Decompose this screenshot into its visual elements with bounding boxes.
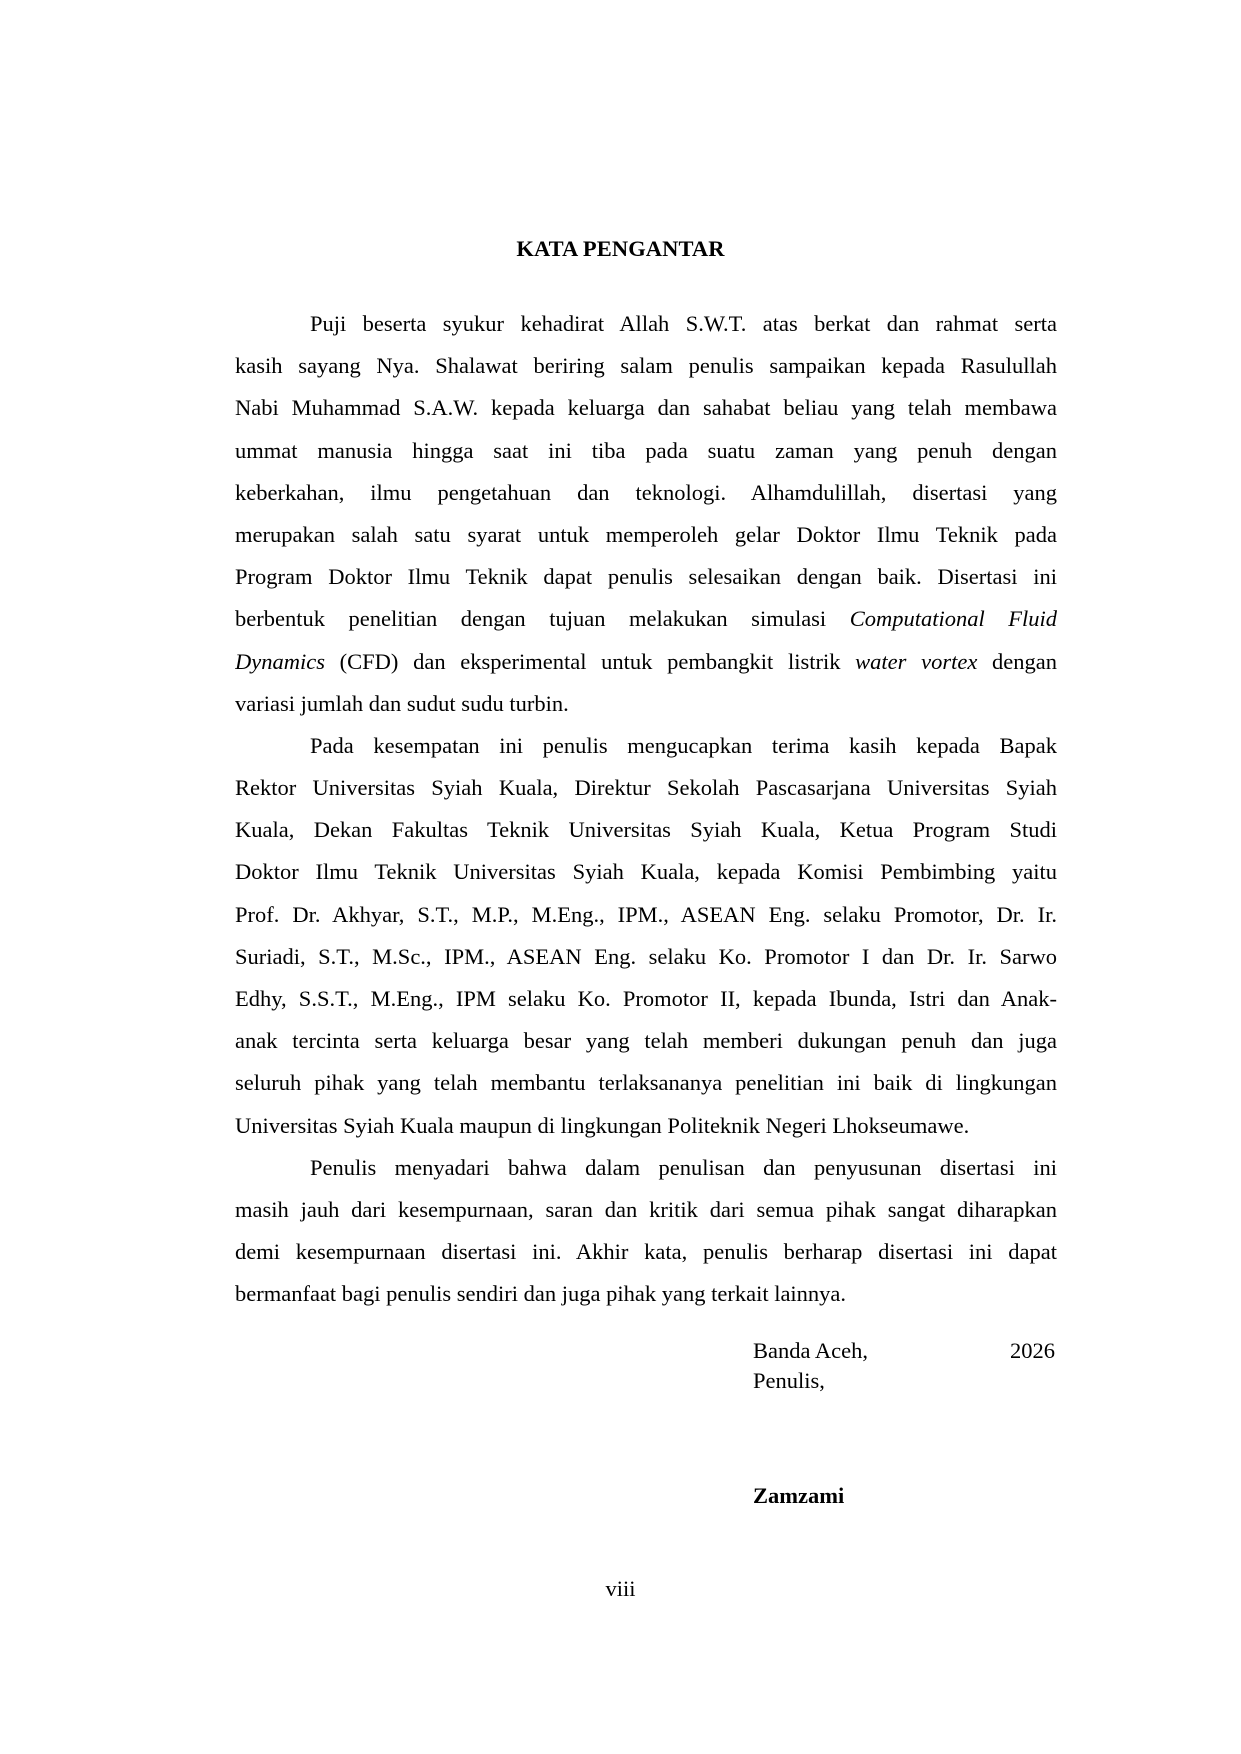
text-span: keberkahan, ilmu pengetahuan dan teknologi. Alhamdulillah, disertasi yang xyxy=(235,479,1057,505)
text-span: Rektor Universitas Syiah Kuala, Direktur Sekolah Pascasarjana Universitas Syiah xyxy=(235,775,1057,801)
text-line xyxy=(235,936,1057,978)
text-line xyxy=(235,1020,1057,1062)
text-span: (CFD) dan eksperimental untuk pembangkit listrik xyxy=(324,648,856,674)
italic-term: Dynamics xyxy=(235,648,325,674)
text-line xyxy=(235,851,1057,893)
signature-role: Penulis, xyxy=(753,1368,825,1393)
text-line xyxy=(235,1189,1057,1231)
text-line xyxy=(235,1147,1057,1189)
text-line xyxy=(235,556,1057,598)
paragraph xyxy=(235,725,1057,1147)
text-span: dengan xyxy=(977,648,1057,674)
text-line xyxy=(235,725,1057,767)
text-span: demi kesempurnaan disertasi ini. Akhir kata, penulis berharap disertasi ini dapat xyxy=(235,1239,1057,1265)
text-line xyxy=(235,1231,1057,1273)
text-line xyxy=(235,978,1057,1020)
text-span: Nabi Muhammad S.A.W. kepada keluarga dan sahabat beliau yang telah membawa xyxy=(235,395,1057,421)
italic-term: Computational Fluid xyxy=(849,606,1057,632)
text-line xyxy=(235,345,1057,387)
text-span: Universitas Syiah Kuala maupun di lingkungan Politeknik Negeri Lhokseumawe. xyxy=(235,1112,970,1138)
text-line xyxy=(235,430,1057,472)
page-number: viii xyxy=(605,1576,636,1601)
page-title: KATA PENGANTAR xyxy=(516,236,725,261)
text-span: Suriadi, S.T., M.Sc., IPM., ASEAN Eng. selaku Ko. Promotor I dan Dr. Ir. Sarwo xyxy=(235,943,1057,969)
text-line xyxy=(235,1062,1057,1104)
text-span: Prof. Dr. Akhyar, S.T., M.P., M.Eng., IPM., ASEAN Eng. selaku Promotor, Dr. Ir. xyxy=(235,901,1057,927)
text-span: Puji beserta syukur kehadirat Allah S.W.T. atas berkat dan rahmat serta xyxy=(310,311,1057,336)
text-span: merupakan salah satu syarat untuk memperoleh gelar Doktor Ilmu Teknik pada xyxy=(235,521,1057,547)
text-span: Program Doktor Ilmu Teknik dapat penulis selesaikan dengan baik. Disertasi ini xyxy=(235,564,1057,590)
text-span: Kuala, Dekan Fakultas Teknik Universitas Syiah Kuala, Ketua Program Studi xyxy=(235,817,1057,843)
text-line xyxy=(235,894,1057,936)
signature-place: Banda Aceh, xyxy=(753,1338,868,1363)
text-line xyxy=(235,1273,1057,1315)
paragraph xyxy=(235,1147,1057,1316)
text-line xyxy=(235,514,1057,556)
text-span: anak tercinta serta keluarga besar yang telah memberi dukungan penuh dan juga xyxy=(235,1028,1057,1054)
body-text xyxy=(235,303,1057,1316)
author-name: Zamzami xyxy=(753,1483,845,1508)
text-span: Pada kesempatan ini penulis mengucapkan terima kasih kepada Bapak xyxy=(310,732,1057,758)
text-line xyxy=(235,809,1057,851)
text-line xyxy=(235,387,1057,429)
text-span: ummat manusia hingga saat ini tiba pada suatu zaman yang penuh dengan xyxy=(235,437,1057,463)
text-span: Doktor Ilmu Teknik Universitas Syiah Kuala, kepada Komisi Pembimbing yaitu xyxy=(235,859,1057,885)
text-line xyxy=(235,1105,1057,1147)
text-line xyxy=(235,767,1057,809)
text-span: bermanfaat bagi penulis sendiri dan juga pihak yang terkait lainnya. xyxy=(235,1281,847,1307)
text-line xyxy=(235,641,1057,683)
signature-year: 2026 xyxy=(1010,1338,1055,1363)
text-line xyxy=(235,303,1057,345)
text-span: seluruh pihak yang telah membantu terlaksananya penelitian ini baik di lingkungan xyxy=(235,1070,1057,1096)
text-line xyxy=(235,598,1057,640)
text-span: variasi jumlah dan sudut sudu turbin. xyxy=(235,690,569,716)
paragraph xyxy=(235,303,1057,725)
text-span: masih jauh dari kesempurnaan, saran dan kritik dari semua pihak sangat diharapkan xyxy=(235,1196,1057,1222)
italic-term: water vortex xyxy=(855,648,978,674)
text-span: kasih sayang Nya. Shalawat beriring salam penulis sampaikan kepada Rasulullah xyxy=(235,353,1057,379)
text-span: berbentuk penelitian dengan tujuan melakukan simulasi xyxy=(235,606,850,632)
text-line xyxy=(235,472,1057,514)
text-span: Penulis menyadari bahwa dalam penulisan dan penyusunan disertasi ini xyxy=(310,1154,1057,1180)
text-span: Edhy, S.S.T., M.Eng., IPM selaku Ko. Promotor II, kepada Ibunda, Istri dan Anak- xyxy=(235,986,1057,1011)
text-line xyxy=(235,683,1057,725)
